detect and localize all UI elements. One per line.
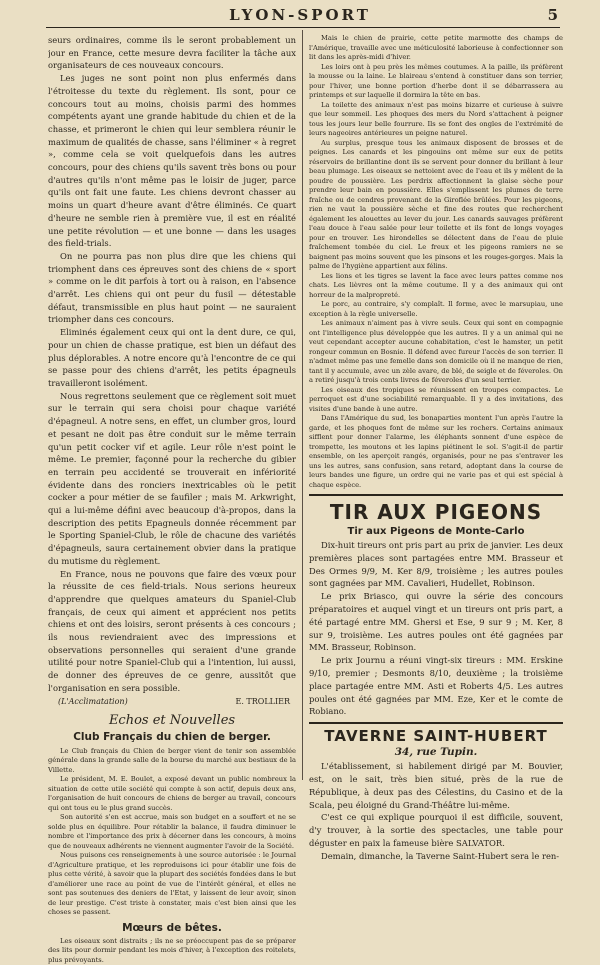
- section-rule: [309, 722, 563, 724]
- club-heading: Club Français du chien de berger.: [73, 730, 271, 743]
- animal-paragraph: La toilette des animaux n'est pas moins bizarre et curieuse à suivre que leur sommeil. Les phoques des mers du Nord s'attachent à peigner tous les jours leur belle fourrure. Ils se font des ongles de l'extrémité de leurs nageoires antérieures un peigne naturel.: [309, 100, 563, 137]
- signature-author: E. TROLLIER: [235, 696, 290, 706]
- club-paragraph: Son autorité s'en est accrue, mais son budget en a souffert et ne se solde plus en équilibre. Pour rétablir la balance, il faudra diminuer le nombre et l'importance des prix à décerner dans les concours, à moins que de nouveaux adhérents ne viennent augmenter l'avoir de la Société.: [48, 813, 296, 850]
- club-paragraph: Le président, M. E. Boulet, a exposé devant un public nombreux la situation de cette utile société qui compte à son actif, depuis deux ans, l'organisation de huit concours de chiens de berger au travail, concours qui ont tous eu le plus grand succès.: [48, 775, 296, 812]
- left-column: [48, 34, 296, 965]
- taverne-paragraph: L'établissement, si habilement dirigé par M. Bouvier, est, on le sait, très bien situé, près de la rue de République, à deux pas des Célestins, du Casino et de la Scala, peu éloigné du Grand-Théâtre lui-même.: [309, 761, 563, 810]
- animal-paragraph: Les loirs ont à peu près les mêmes coutumes. A la paille, ils préfèrent la mousse ou la laine. Le blaireau s'entend à constituer dans son terrier, pour l'hiver, une bonne portion d'herbe dont il se débarrassera au printemps et sur laquelle il dormira la tête en bas.: [309, 62, 563, 99]
- article-paragraph: Eliminés également ceux qui ont la dent dure, ce qui, pour un chien de chasse pratique, est bien un défaut des plus déplorables. A notre encore qu'à l'encontre de ce qui se passe pour des chiens d'arrêt, les petits épagneuls travailleront isolément.: [48, 327, 296, 388]
- tir-paragraph: Dix-huit tireurs ont pris part au prix de janvier. Les deux premières places sont partagées entre MM. Brasseur et Des Ormes 9/9, M. Ker 8/9, troisième ; les autres poules sont gagnées par MM. Cavalieri, Hudellet, Robinson.: [309, 540, 563, 589]
- animal-paragraph: Au surplus, presque tous les animaux disposent de brosses et de peignes. Les canards et les pingouins ont même sur eux de petits réservoirs de brillantine dont ils se servent pour donner du brillant à leur beau plumage. Les oiseaux se nettoient avec de l'eau et ils y mêlent de la poudre de poussière. Les perdrix affectionnent la glaise sèche pour prendre leur bain en poussière. Elles s'emplissent les plumes de terre fraîche ou de cendres provenant de la Giroflée brûlées. Pour les pigeons, rien ne vaut la poussière sèche et fine des routes que recherchent également les alouettes au lever du jour. Les canards sauvages préfèrent l'eau douce à l'eau salée pour leur toilette et ils font de longs voyages pour en trouver. Les hirondelles se délectent dans de l'eau de pluie fraîchement tombée du ciel. Le freux et les pigeons ramiers ne se baignent pas moins souvent que les pinsons et les rouges-gorges. Mais la palme de l'hygiène appartient aux félins.: [309, 138, 563, 270]
- animal-paragraph: Le porc, au contraire, s'y complaît. Il forme, avec le marsupiau, une exception à la règle universelle.: [309, 300, 563, 318]
- article-paragraph: Les juges ne sont point non plus enfermés dans l'étroitesse du texte du règlement. Ils sont, pour ce concours tout au moins, choisis parmi des hommes compétents ayant une grande habitude du chien et de la chasse, et primeront le chien qui leur semblera réunir le maximum de qualités de chasse, sans l'éliminer « à regret », comme cela se voit quelquefois dans les autres concours, pour des chiens qu'ils savent très bons ou pour d'autres qu'ils n'ont même pas le loisir de juger, parce qu'ils ont fait une faute. Les chiens devront chasser au moins un quart d'heure avant d'être éliminés. Ce quart d'heure ne semble rien à première vue, il est en réalité une petite révolution — et une bonne — dans les usages des field-trials.: [48, 73, 296, 249]
- animal-paragraph: Les lions et les tigres se lavent la face avec leurs pattes comme nos chats. Les lièvres ont la même coutume. Il y a des animaux qui ont horreur de la malpropreté.: [309, 271, 563, 299]
- article-paragraph: On ne pourra pas non plus dire que les chiens qui triomphent dans ces épreuves sont des chiens de « sport » comme on le dit parfois à tort ou à raison, en l'absence d'arrêt. Les chiens qui ont peur du fusil — détestable défaut, transmissible en plus haut point — ne sauraient triompher dans ces concours.: [48, 250, 296, 325]
- tir-heading: TIR AUX PIGEONS: [329, 500, 543, 524]
- taverne-subheading: 34, rue Tupin.: [394, 746, 478, 759]
- animal-paragraph: Mais le chien de prairie, cette petite marmotte des champs de l'Amérique, travaille avec une méticulosité laborieuse à confectionner son lit dans les après-midi d'hiver.: [309, 34, 563, 61]
- masthead-title: LYON-SPORT: [229, 6, 371, 24]
- tir-subheading: Tir aux Pigeons de Monte-Carlo: [347, 526, 525, 537]
- tir-paragraph: Le prix Journu a réuni vingt-six tireurs : MM. Erskine 9/10, premier ; Desmonts 8/10, deuxième ; la troisième place partagée entre MM. Asti et Roberts 4/5. Les autres poules ont été gagnées par MM. Eze, Ker et le comte de Robiano.: [309, 655, 563, 717]
- right-column: [309, 34, 563, 863]
- tir-paragraph: Le prix Briasco, qui ouvre la série des concours préparatoires et auquel vingt et un tireurs ont pris part, a été partagé entre MM. Ghersi et Ese, 9 sur 9 ; M. Ker, 8 sur 9, troisième. Les autres poules ont été gagnées par MM. Brasseur, Robinson.: [309, 591, 563, 653]
- taverne-heading: TAVERNE SAINT-HUBERT: [324, 727, 548, 746]
- section-rule: [309, 494, 563, 496]
- taverne-paragraph: Demain, dimanche, la Taverne Saint-Hubert sera le ren-: [321, 850, 560, 861]
- animal-paragraph: Les oiseaux des tropiques se réunissent en troupes compactes. Le perroquet est d'une sociabilité remarquable. Il y a des invitations, des visites d'une bande à une autre.: [309, 385, 563, 413]
- page-number: 5: [547, 6, 558, 24]
- moeurs-paragraph: Les oiseaux sont distraits ; ils ne se préoccupent pas de se préparer des lits pour dormir pendant les mois d'hiver, à l'exception des roitelets, plus prévoyants.: [48, 936, 296, 964]
- article-paragraph: seurs ordinaires, comme ils le seront probablement un jour en France, cette mesure devra faciliter la tâche aux organisateurs de ces nouveaux concours.: [48, 35, 296, 71]
- header-rule: [46, 27, 560, 28]
- club-paragraph: Nous puisons ces renseignements à une source autorisée : le Journal d'Agriculture pratique, et les reproduisons ici pour établir une fois de plus cette vérité, à savoir que la plupart des sociétés fondées dans le but d'améliorer une race au point de vue de l'intérêt général, et elles ne sont pas soutenues des deniers de l'Etat, y laissent de leur avoir, sinon de leur prestige. C'est triste à constater, mais c'est bien ainsi que les choses se passent.: [48, 851, 296, 917]
- article-paragraph: En France, nous ne pouvons que faire des vœux pour la réussite de ces field-trials. Nous serions heureux d'apprendre que quelques amateurs du Spaniel-Club français, de ceux qui aiment et apprécient nos petits chiens et ont des loisirs, seront présents à ces concours ; ils nous reviendraient avec des impressions et observations personnelles qui seraient d'une grande utilité pour notre Spaniel-Club qui a l'intention, lui aussi, de donner des épreuves de ce genre, aussitôt que l'organisation en sera possible.: [48, 568, 296, 693]
- signature-source: (L'Acclimatation): [58, 696, 128, 706]
- moeurs-heading: Mœurs de bêtes.: [122, 921, 222, 934]
- animal-paragraph: Les animaux n'aiment pas à vivre seuls. Ceux qui sont en compagnie ont l'intelligence plus développée que les autres. Il y a un animal qui ne veut cependant accepter aucune cohabitation, c'est le hamster, un petit rongeur commun en Bosnie. Il défend avec fureur l'accès de son terrier. Il n'admet même pas une femelle dans son domicile où il ne manque de rien, tant il y accumule, avec un zèle avare, de blé, de seigle et de féveroles. On a retiré jusqu'à trois cents livres de féveroles d'un seul terrier.: [309, 319, 563, 384]
- article-signature: [48, 695, 296, 708]
- animal-paragraph: Dans l'Amérique du sud, les bonaparties montent l'un après l'autre la garde, et les phoques font de même sur les rochers. Certains animaux sifflent pour donner l'alarme, les éléphants sonnent d'une espèce de trompette, les moutons et les lapins piétinent le sol. S'agit-il de partir ensemble, on les aperçoit rangés, organisés, pour ne pas s'entraver les uns les autres, sans confusion, sans retard, adoptant dans la course de leurs bandes une figure, un ordre qui ne varie pas et qui est spécial à chaque espèce.: [309, 414, 563, 489]
- column-divider: [302, 30, 303, 780]
- section-title: Echos et Nouvelles: [108, 712, 236, 728]
- club-paragraph: Le Club français du Chien de berger vient de tenir son assemblée générale dans la grande salle de la bourse du marché aux bestiaux de la Villette.: [48, 746, 296, 774]
- taverne-paragraph: C'est ce qui explique pourquoi il est difficile, souvent, d'y trouver, à la sortie des spectacles, une table pour déguster en paix la fameuse bière SALVATOR.: [309, 812, 563, 848]
- article-paragraph: Nous regrettons seulement que ce règlement soit muet sur le terrain qui sera choisi pour chaque variété d'épagneul. A notre sens, en effet, un clumber gros, lourd et pesant ne doit pas être conduit sur le même terrain qu'un petit cocker vif et agile. Leur rôle n'est point le même. Le premier, façonné pour la recherche du gibier en terrain peu accidenté se trouverait en infériorité évidente dans des ronciers inextricables où le petit cocker a pour métier de se faufiler ; mais M. Arkwright, qui a lui-même défini avec beaucoup d'à-propos, dans la description des petits Epagneuls donnée récemment par le Sporting Spaniel-Club, le rôle de chacune des variétés d'épagneuls, saura certainement obvier dans la pratique du mutisme du règlement.: [48, 390, 296, 566]
- animal-article: [309, 34, 563, 490]
